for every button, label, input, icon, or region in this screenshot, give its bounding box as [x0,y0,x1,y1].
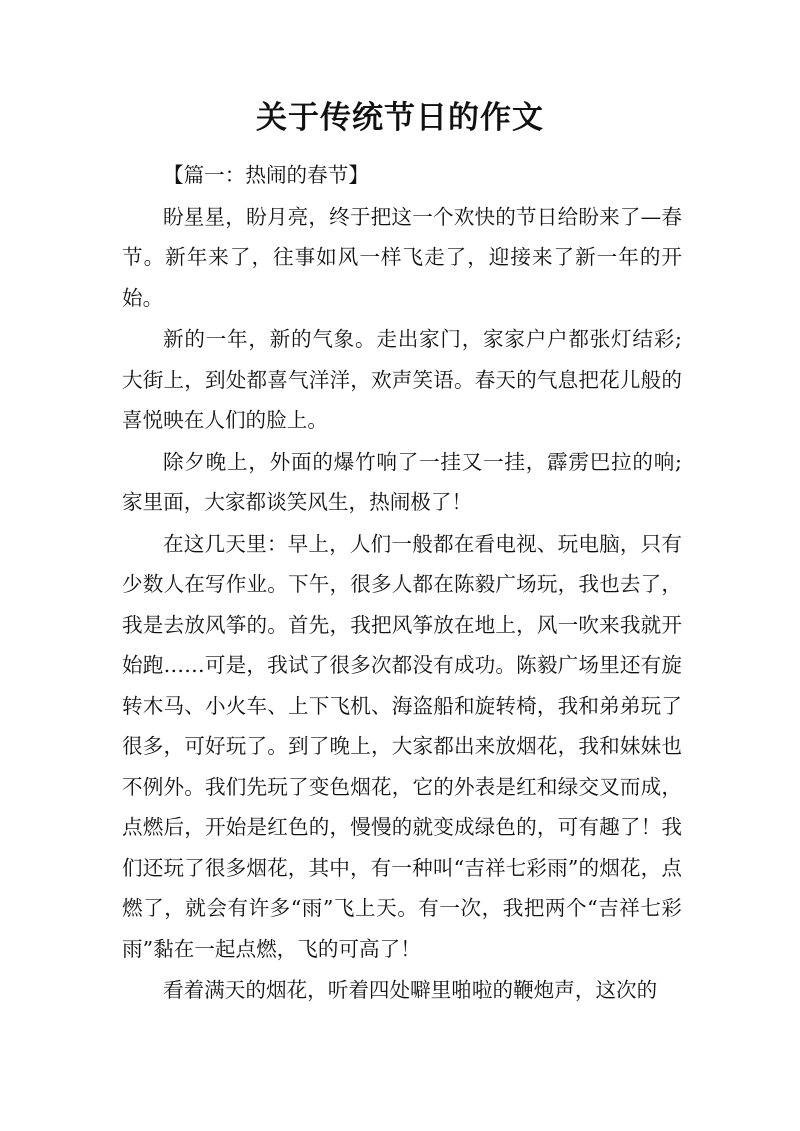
paragraph-1: 盼星星，盼月亮，终于把这一个欢快的节日给盼来了—春节。新年来了，往事如风一样飞走了，迎接来了新一年的开始。 [122,204,682,310]
document-title: 关于传统节日的作文 [256,100,544,136]
document-body [122,155,682,1012]
paragraph-4: 在这几天里：早上，人们一般都在看电视、玩电脑，只有少数人在写作业。下午，很多人都在陈毅广场玩，我也去了，我是去放风筝的。首先，我把风筝放在地上，风一吹来我就开始跑……可是，我试了很多次都没有成功。陈毅广场里还有旋转木马、小火车、上下飞机、海盗船和旋转椅，我和弟弟玩了很多，可好玩了。到了晚上，大家都出来放烟花，我和妹妹也不例外。我们先玩了变色烟花，它的外表是红和绿交叉而成，点燃后，开始是红色的，慢慢的就变成绿色的，可有趣了！我们还玩了很多烟花，其中，有一种叫“吉祥七彩雨”的烟花，点燃了，就会有许多“雨”飞上天。有一次，我把两个“吉祥七彩雨”黏在一起点燃，飞的可高了！ [122,531,682,961]
paragraph-5: 看着满天的烟花，听着四处噼里啪啦的鞭炮声，这次的 [163,978,658,1002]
paragraph-3: 除夕晚上，外面的爆竹响了一挂又一挂，霹雳巴拉的响;家里面，大家都谈笑风生，热闹极了！ [122,449,682,514]
paragraph-2: 新的一年，新的气象。走出家门，家家户户都张灯结彩;大街上，到处都喜气洋洋，欢声笑语。春天的气息把花儿般的喜悦映在人们的脸上。 [122,327,682,432]
section-heading: 【篇一：热闹的春节】 [163,163,369,187]
